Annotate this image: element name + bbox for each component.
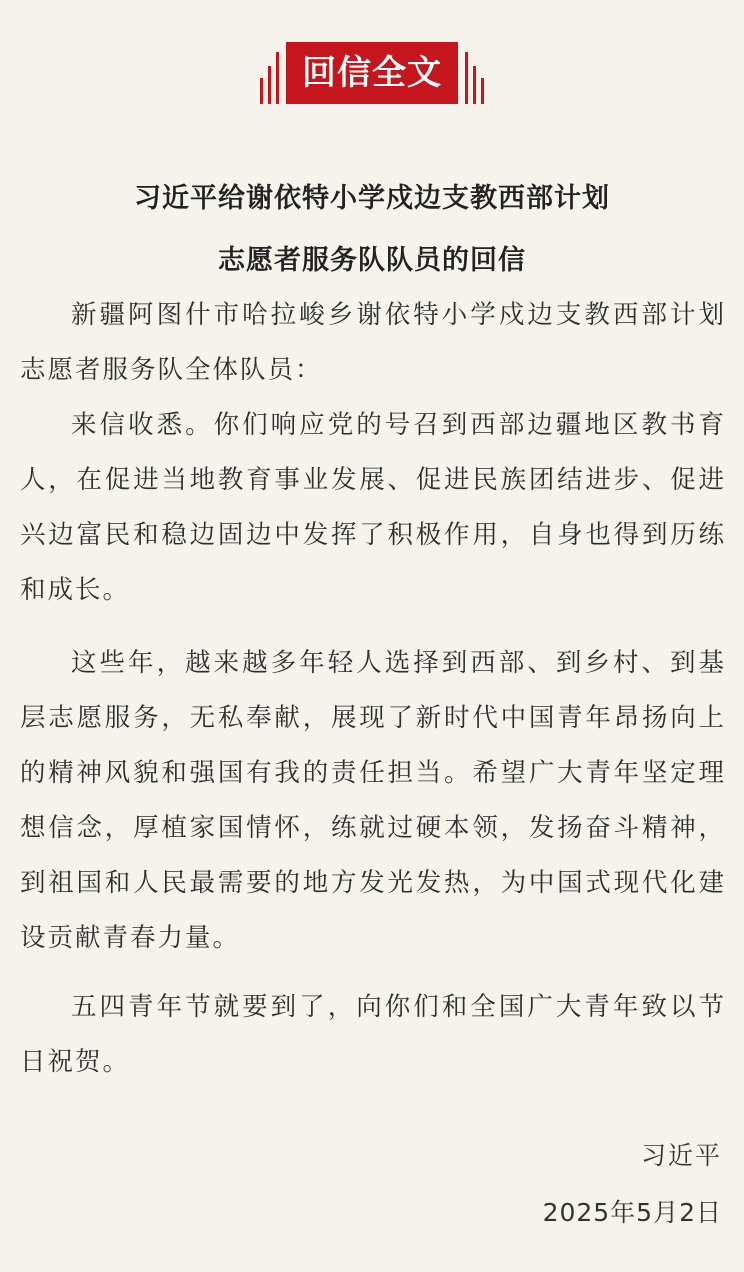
signature-name: 习近平	[640, 1141, 722, 1170]
letter-paragraph: 来信收悉。你们响应党的号召到西部边疆地区教书育人，在促进当地教育事业发展、促进民族团结进步、促进兴边富民和稳边固边中发挥了积极作用，自身也得到历练和成长。	[20, 410, 726, 605]
letter-title-line1: 习近平给谢依特小学戍边支教西部计划	[134, 183, 610, 214]
banner-decoration-bar	[268, 66, 271, 104]
banner-decoration-bar	[481, 78, 484, 104]
letter-paragraph: 这些年，越来越多年轻人选择到西部、到乡村、到基层志愿服务，无私奉献，展现了新时代中国青年昂扬向上的精神风貌和强国有我的责任担当。希望广大青年坚定理想信念，厚植家国情怀，练就过硬本领，发扬奋斗精神，到祖国和人民最需要的地方发光发热，为中国式现代化建设贡献青春力量。	[20, 648, 726, 953]
header-banner	[258, 42, 486, 104]
banner-decoration-bar	[276, 52, 279, 104]
letter-paragraph: 五四青年节就要到了，向你们和全国广大青年致以节日祝贺。	[20, 992, 726, 1077]
banner-label: 回信全文	[286, 42, 458, 104]
banner-decoration-bar	[465, 52, 468, 104]
signature-date: 2025年5月2日	[542, 1198, 722, 1227]
letter-body	[20, 288, 726, 1090]
letter-title-line2: 志愿者服务队队员的回信	[218, 245, 526, 276]
banner-decoration-bar	[260, 78, 263, 104]
letter-salutation: 新疆阿图什市哈拉峻乡谢依特小学戍边支教西部计划志愿者服务队全体队员：	[20, 300, 726, 385]
banner-decoration-bar	[473, 66, 476, 104]
